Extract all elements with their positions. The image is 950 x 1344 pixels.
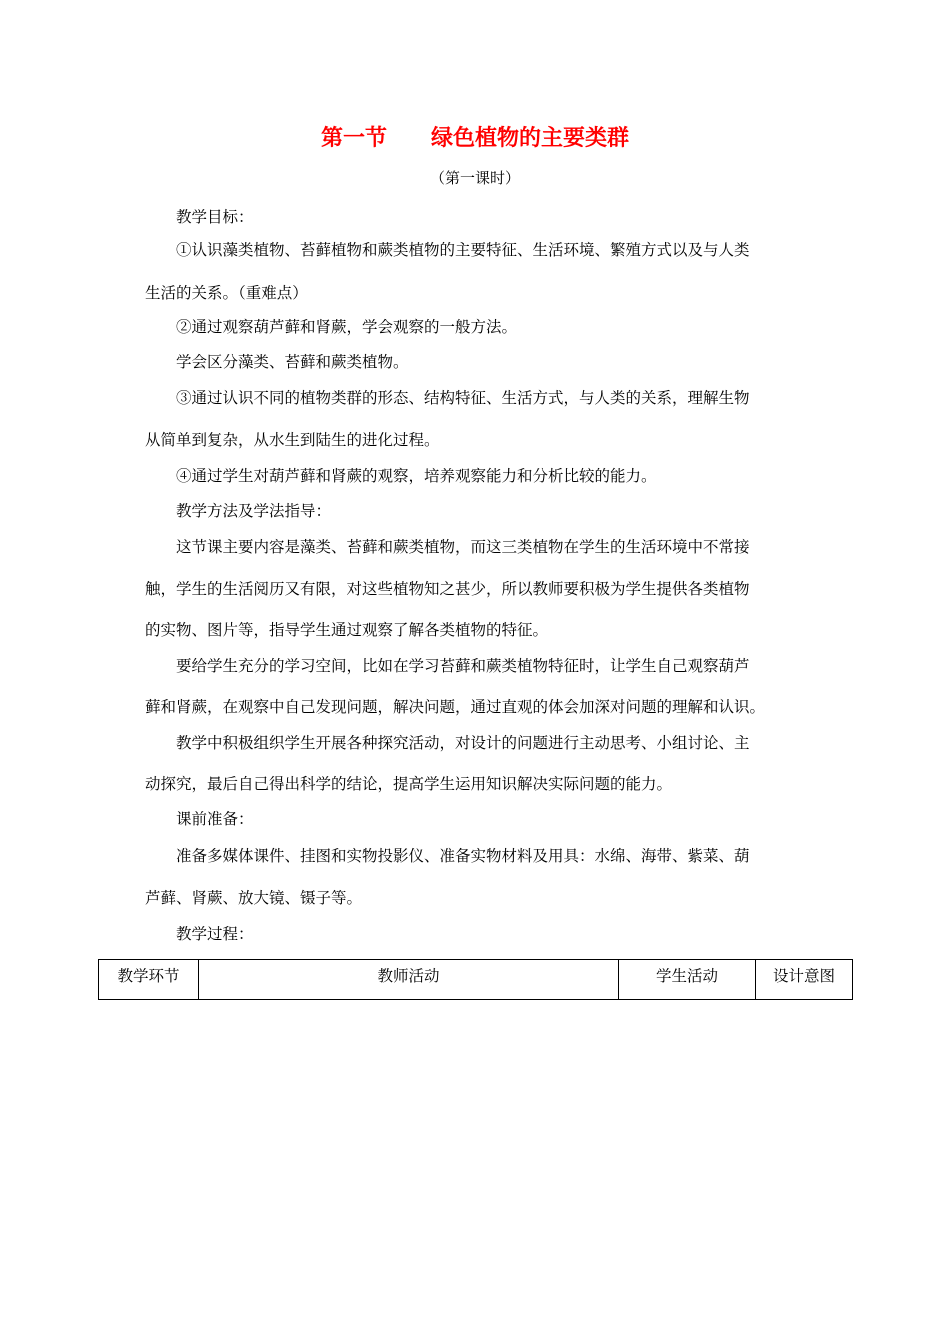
header-teacher-activity: 教师活动 xyxy=(199,960,619,1000)
header-stage: 教学环节 xyxy=(99,960,199,1000)
heading-methods: 教学方法及学法指导： xyxy=(176,502,332,520)
header-design-intent: 设计意图 xyxy=(756,960,853,1000)
goal-1-line-1: ①认识藻类植物、苔藓植物和蕨类植物的主要特征、生活环境、繁殖方式以及与人类 xyxy=(176,241,750,259)
goal-3-line-1: ③通过认识不同的植物类群的形态、结构特征、生活方式，与人类的关系，理解生物 xyxy=(176,389,750,407)
methods-p2-line-1: 要给学生充分的学习空间，比如在学习苔藓和蕨类植物特征时，让学生自己观察葫芦 xyxy=(176,657,750,675)
methods-p1-line-2: 触，学生的生活阅历又有限，对这些植物知之甚少，所以教师要积极为学生提供各类植物 xyxy=(145,580,750,598)
goal-1-line-2: 生活的关系。（重难点） xyxy=(145,284,308,302)
heading-process: 教学过程： xyxy=(176,925,254,943)
methods-p3-line-2: 动探究，最后自己得出科学的结论，提高学生运用知识解决实际问题的能力。 xyxy=(145,775,673,793)
goal-3-line-2: 从简单到复杂，从水生到陆生的进化过程。 xyxy=(145,431,440,449)
process-table xyxy=(98,959,853,1000)
preparation-line-2: 芦藓、肾蕨、放大镜、镊子等。 xyxy=(145,889,363,907)
goal-2: ②通过观察葫芦藓和肾蕨，学会观察的一般方法。 xyxy=(176,318,518,336)
page-subtitle: （第一课时） xyxy=(429,169,520,187)
goal-2-extra: 学会区分藻类、苔藓和蕨类植物。 xyxy=(176,353,409,371)
methods-p2-line-2: 藓和肾蕨，在观察中自己发现问题，解决问题，通过直观的体会加深对问题的理解和认识。 xyxy=(145,698,766,716)
methods-p1-line-1: 这节课主要内容是藻类、苔藓和蕨类植物，而这三类植物在学生的生活环境中不常接 xyxy=(176,538,750,556)
header-student-activity: 学生活动 xyxy=(619,960,756,1000)
page-title: 第一节 绿色植物的主要类群 xyxy=(320,126,629,151)
heading-preparation: 课前准备： xyxy=(176,810,254,828)
preparation-line-1: 准备多媒体课件、挂图和实物投影仪、准备实物材料及用具：水绵、海带、紫菜、葫 xyxy=(176,847,750,865)
heading-teaching-goals: 教学目标： xyxy=(176,208,254,226)
table-header-row xyxy=(99,960,853,1000)
methods-p3-line-1: 教学中积极组织学生开展各种探究活动，对设计的问题进行主动思考、小组讨论、主 xyxy=(176,734,750,752)
goal-4: ④通过学生对葫芦藓和肾蕨的观察，培养观察能力和分析比较的能力。 xyxy=(176,467,657,485)
methods-p1-line-3: 的实物、图片等，指导学生通过观察了解各类植物的特征。 xyxy=(145,621,549,639)
